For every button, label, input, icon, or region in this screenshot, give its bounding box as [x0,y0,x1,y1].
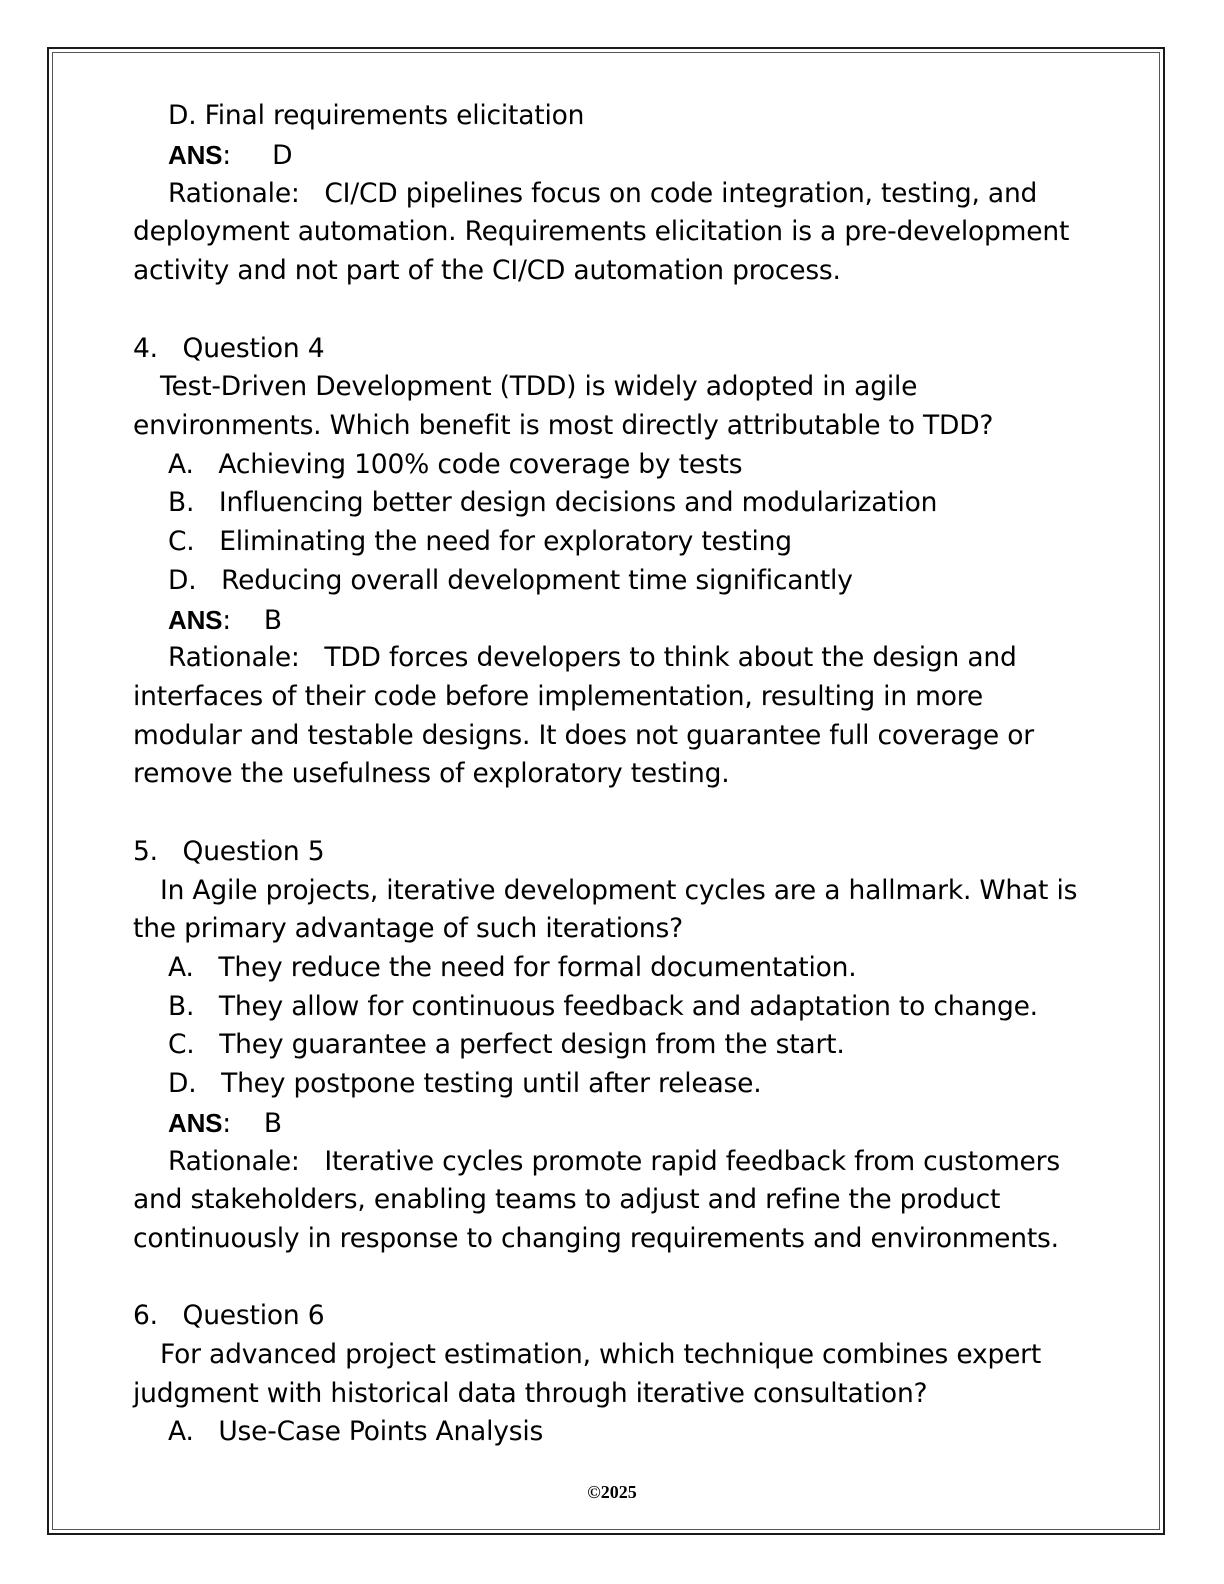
q4-answer [168,602,282,639]
q5-answer [168,1105,282,1142]
answer-value: : D [222,140,293,171]
q5-rationale-line: continuously in response to changing requirements and environments. [133,1223,1059,1254]
q4-rationale-line: interfaces of their code before implementation, resulting in more [133,681,984,712]
q4-heading: 4. Question 4 [133,333,325,364]
q4-rationale-line: modular and testable designs. It does not guarantee full coverage or [133,720,1034,751]
q5-option-b: B. They allow for continuous feedback and adaptation to change. [168,991,1038,1022]
q4-rationale-line: Rationale: TDD forces developers to think about the design and [168,642,1017,673]
q3-option-d: D. Final requirements elicitation [168,100,585,131]
q3-rationale-line: deployment automation. Requirements elicitation is a pre-development [133,216,1070,247]
q4-stem-line: environments. Which benefit is most directly attributable to TDD? [133,410,994,441]
q5-rationale-line: Rationale: Iterative cycles promote rapid feedback from customers [168,1146,1060,1177]
q4-rationale-line: remove the usefulness of exploratory testing. [133,758,730,789]
q4-option-c: C. Eliminating the need for exploratory testing [168,526,792,557]
q5-option-d: D. They postpone testing until after release. [168,1068,762,1099]
q5-rationale-line: and stakeholders, enabling teams to adjust and refine the product [133,1184,1001,1215]
q3-rationale-line: activity and not part of the CI/CD automation process. [133,255,841,286]
q4-option-d: D. Reducing overall development time significantly [168,565,853,596]
q5-stem-line: In Agile projects, iterative development cycles are a hallmark. What is [160,875,1078,906]
q4-stem-line: Test-Driven Development (TDD) is widely adopted in agile [160,371,918,402]
q6-heading: 6. Question 6 [133,1300,325,1331]
q3-rationale-line: Rationale: CI/CD pipelines focus on code integration, testing, and [168,178,1038,209]
answer-label: ANS [168,140,223,170]
copyright-footer: ©2025 [587,1482,637,1502]
answer-label: ANS [168,605,223,635]
q6-option-a: A. Use-Case Points Analysis [168,1416,544,1447]
q4-option-b: B. Influencing better design decisions and modularization [168,487,938,518]
q5-stem-line: the primary advantage of such iterations? [133,913,683,944]
answer-value: : B [222,605,282,636]
answer-value: : B [222,1108,282,1139]
q5-option-a: A. They reduce the need for formal documentation. [168,952,857,983]
q4-option-a: A. Achieving 100% code coverage by tests [168,449,743,480]
answer-label: ANS [168,1108,223,1138]
q6-stem-line: judgment with historical data through iterative consultation? [133,1378,928,1409]
q6-stem-line: For advanced project estimation, which technique combines expert [160,1339,1042,1370]
q5-heading: 5. Question 5 [133,836,325,867]
q3-answer [168,137,292,174]
q5-option-c: C. They guarantee a perfect design from the start. [168,1029,845,1060]
